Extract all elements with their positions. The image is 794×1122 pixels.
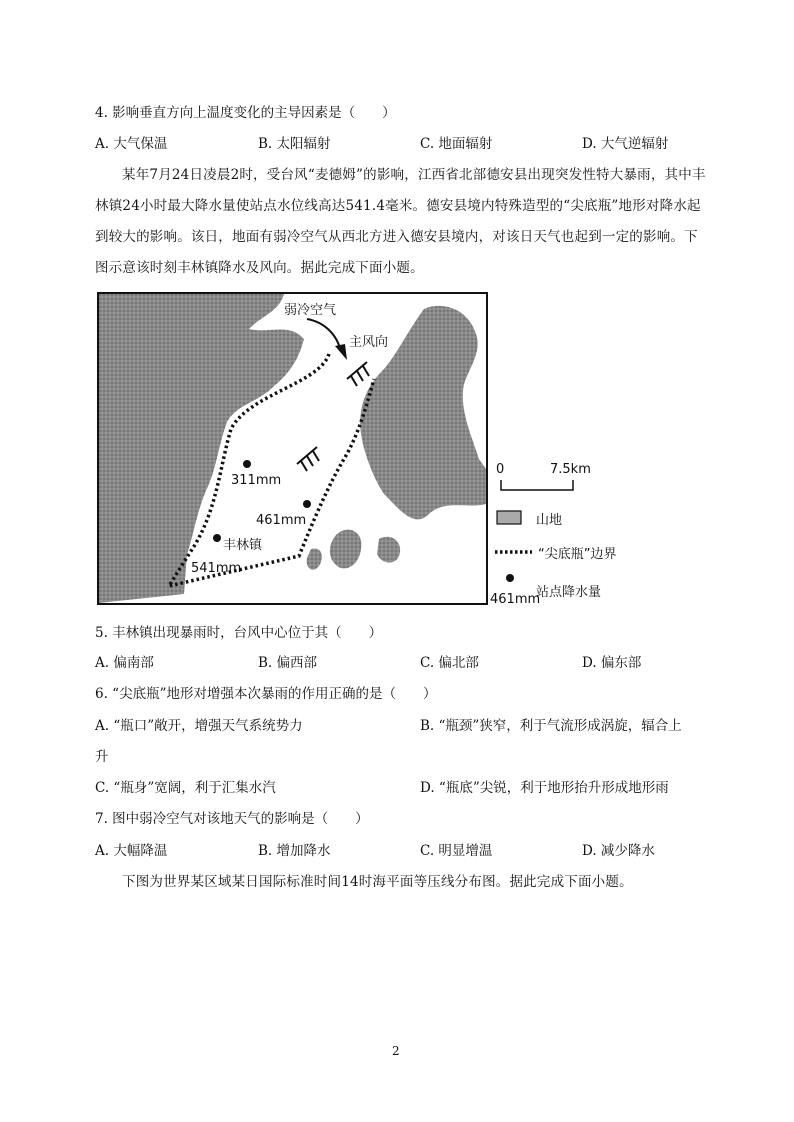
q6-option-b[interactable]: B. “瓶颈”狭窄，利于气流形成涡旋，辐合上	[420, 718, 682, 734]
q6-option-b-cont: 升	[95, 749, 109, 765]
q6-stem: 6. “尖底瓶”地形对增强本次暴雨的作用正确的是（ ）	[95, 686, 437, 702]
scale-bar	[500, 478, 580, 492]
q6-option-c[interactable]: C. “瓶身”宽阔，利于汇集水汽	[95, 780, 276, 796]
q4-option-d[interactable]: D. 大气逆辐射	[582, 136, 669, 152]
cold-air-arrowhead	[335, 344, 347, 360]
q5-option-d[interactable]: D. 偏东部	[582, 655, 642, 671]
station-461-dot	[303, 500, 311, 508]
passage-typhoon: 某年7月24日凌晨2时，受台风“麦德姆”的影响，江西省北部德安县出现突发性特大暴雨，其中丰林镇24小时最大降水量使站点水位线高达541.4毫米。德安县境内特殊造型的“尖底瓶”地形对降水起到较大的影响。该日，地面有弱冷空气从西北方进入德安县境内，对该日天气也起到一定的影响。下图示意该时刻丰林镇降水及风向。据此完成下面小题。	[95, 167, 706, 276]
mountain-area-south-1	[330, 530, 361, 569]
station-311-label: 311mm	[231, 473, 282, 488]
mountain-area-south-2	[377, 537, 400, 563]
q5-option-c[interactable]: C. 偏北部	[420, 655, 479, 671]
q6-option-d[interactable]: D. “瓶底”尖锐，利于地形抬升形成地形雨	[420, 780, 669, 796]
q4-option-a[interactable]: A. 大气保温	[95, 136, 168, 152]
legend-boundary-label: “尖底瓶”边界	[538, 547, 617, 562]
legend-mountain-swatch	[496, 510, 524, 526]
legend-station-value: 461mm	[490, 592, 541, 607]
q7-option-c[interactable]: C. 明显增温	[420, 843, 493, 859]
fenglin-town-label: 丰林镇	[223, 538, 263, 553]
station-541-label: 541mm	[191, 561, 242, 576]
passage-isobar: 下图为世界某区域某日国际标准时间14时海平面等压线分布图。据此完成下面小题。	[122, 874, 633, 890]
q5-stem: 5. 丰林镇出现暴雨时，台风中心位于其（ ）	[95, 625, 383, 641]
rainfall-map	[97, 292, 488, 605]
wind-barb-center	[297, 447, 319, 471]
mountain-area-south-3	[307, 548, 322, 569]
q7-option-a[interactable]: A. 大幅降温	[95, 843, 168, 859]
q6-option-a[interactable]: A. “瓶口”敞开，增强天气系统势力	[95, 718, 303, 734]
scale-distance: 7.5km	[550, 462, 591, 477]
station-311-dot	[243, 460, 251, 468]
station-461-label: 461mm	[256, 513, 307, 528]
q4-option-b[interactable]: B. 太阳辐射	[258, 136, 331, 152]
q7-stem: 7. 图中弱冷空气对该地天气的影响是（ ）	[95, 811, 369, 827]
legend-station-label: 站点降水量	[536, 585, 602, 600]
fenglin-station-dot	[213, 534, 221, 542]
map-svg	[99, 294, 486, 603]
legend-station-dot	[505, 573, 515, 583]
legend-mountain-label: 山地	[536, 513, 563, 528]
q5-option-a[interactable]: A. 偏南部	[95, 655, 154, 671]
legend-boundary-swatch	[494, 548, 534, 556]
q7-option-d[interactable]: D. 减少降水	[582, 843, 655, 859]
q4-stem: 4. 影响垂直方向上温度变化的主导因素是（ ）	[95, 105, 396, 121]
q4-option-c[interactable]: C. 地面辐射	[420, 136, 493, 152]
mountain-area-west	[99, 294, 307, 603]
wind-barb-north	[347, 362, 369, 386]
page-number: 2	[392, 1044, 400, 1058]
main-wind-label: 主风向	[349, 335, 389, 350]
q7-option-b[interactable]: B. 增加降水	[258, 843, 331, 859]
scale-zero: 0	[496, 462, 505, 477]
q5-option-b[interactable]: B. 偏西部	[258, 655, 318, 671]
cold-air-label: 弱冷空气	[284, 303, 337, 318]
